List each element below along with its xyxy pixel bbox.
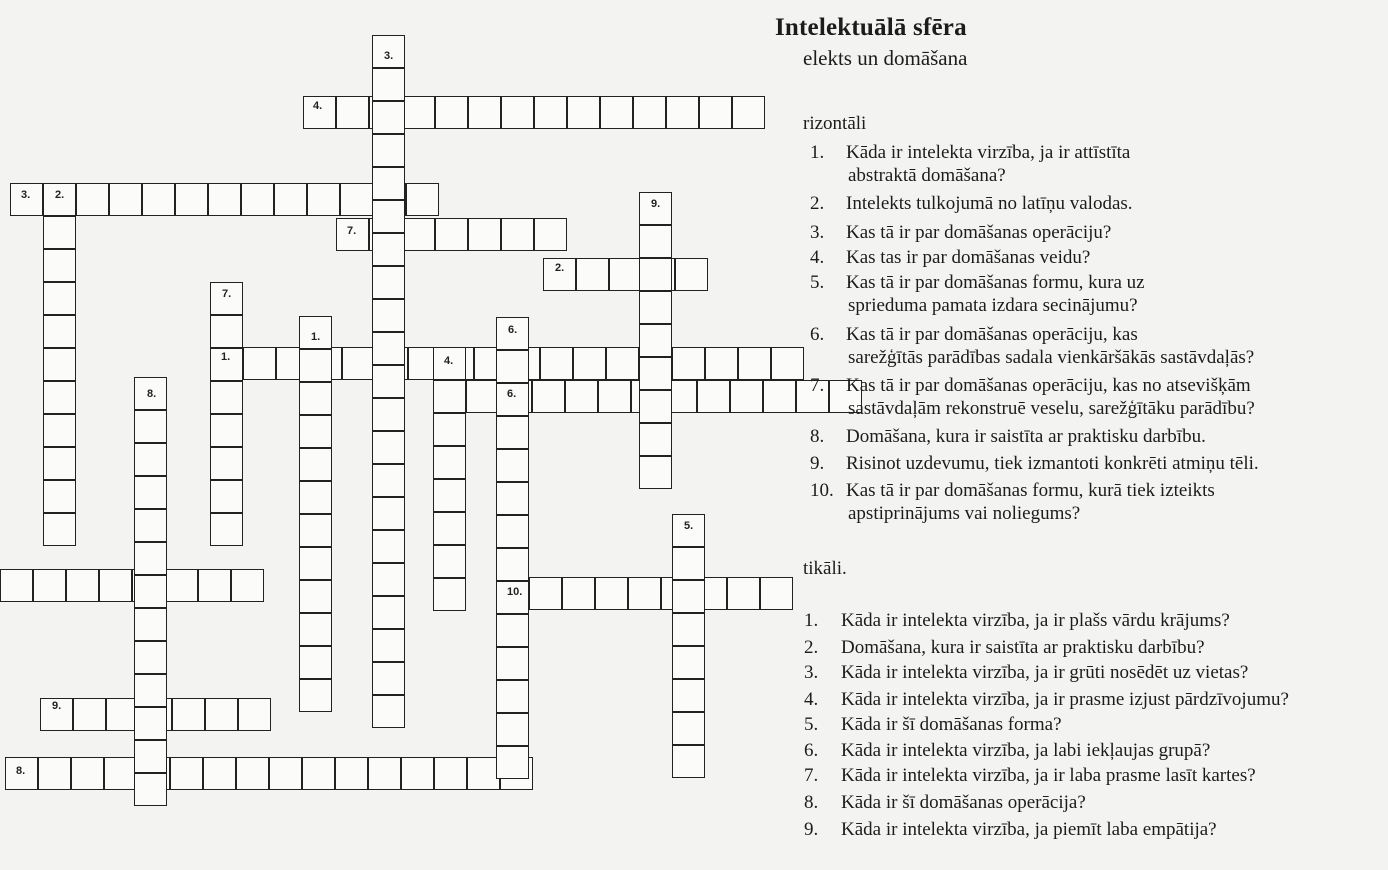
- clue-text: Risinot uzdevumu, tiek izmantoti konkrēti atmiņu tēli.: [846, 453, 1259, 474]
- clue-number: 2.: [810, 193, 825, 214]
- crossword-cell[interactable]: [71, 757, 104, 790]
- clue-number-label: 8.: [16, 765, 26, 777]
- crossword-cell[interactable]: [299, 415, 332, 448]
- clue-text: Domāšana, kura ir saistīta ar praktisku darbību?: [841, 637, 1205, 658]
- clue-text: Kas tā ir par domāšanas formu, kura uz: [846, 272, 1145, 293]
- clue-number: 9.: [810, 453, 825, 474]
- crossword-cell[interactable]: [210, 315, 243, 348]
- crossword-cell[interactable]: [43, 249, 76, 282]
- crossword-cell[interactable]: [672, 347, 705, 380]
- crossword-cell[interactable]: [210, 513, 243, 546]
- clue-number-label: 1.: [221, 351, 231, 363]
- crossword-cell[interactable]: [672, 580, 705, 613]
- clue-number: 7.: [810, 375, 825, 396]
- crossword-cell[interactable]: [639, 225, 672, 258]
- crossword-cell[interactable]: [468, 96, 501, 129]
- crossword-cell[interactable]: [336, 96, 369, 129]
- crossword-cell[interactable]: [372, 365, 405, 398]
- crossword-cell[interactable]: [307, 183, 340, 216]
- crossword-cell[interactable]: [203, 757, 236, 790]
- crossword-cell[interactable]: [134, 641, 167, 674]
- crossword-cell[interactable]: [672, 547, 705, 580]
- crossword-cell[interactable]: [134, 476, 167, 509]
- clue-number-label: 3.: [384, 50, 394, 62]
- crossword-cell[interactable]: [540, 347, 573, 380]
- clue-number-label: 9.: [651, 198, 661, 210]
- clue-text: Kāda ir intelekta virzība, ja piemīt laba empātija?: [841, 819, 1217, 840]
- crossword-cell[interactable]: [534, 218, 567, 251]
- crossword-cell[interactable]: [738, 347, 771, 380]
- crossword-cell[interactable]: [299, 382, 332, 415]
- clue-text: Kāda ir šī domāšanas operācija?: [841, 792, 1086, 813]
- crossword-cell[interactable]: [372, 530, 405, 563]
- crossword-cell[interactable]: [760, 577, 793, 610]
- crossword-cell[interactable]: [134, 443, 167, 476]
- clue-text: Kas tā ir par domāšanas operāciju, kas: [846, 324, 1138, 345]
- crossword-cell[interactable]: [109, 183, 142, 216]
- crossword-cell[interactable]: [672, 679, 705, 712]
- crossword-cell[interactable]: [274, 183, 307, 216]
- crossword-cell[interactable]: [699, 96, 732, 129]
- crossword-cell[interactable]: [134, 542, 167, 575]
- clue-text: Intelekts tulkojumā no latīņu valodas.: [846, 193, 1133, 214]
- clue-text: Kāda ir intelekta virzība, ja ir prasme izjust pārdzīvojumu?: [841, 689, 1289, 710]
- crossword-cell[interactable]: [639, 324, 672, 357]
- crossword-cell[interactable]: [43, 216, 76, 249]
- clue-number: 8.: [810, 426, 825, 447]
- crossword-cell[interactable]: [340, 183, 373, 216]
- crossword-cell[interactable]: [433, 479, 466, 512]
- crossword-cell[interactable]: [368, 757, 401, 790]
- crossword-cell[interactable]: [238, 698, 271, 731]
- clue-number: 5.: [804, 714, 819, 735]
- crossword-cell[interactable]: [299, 349, 332, 382]
- clue-text: abstraktā domāšana?: [848, 165, 1006, 186]
- crossword-cell[interactable]: [562, 577, 595, 610]
- crossword-cell[interactable]: [763, 380, 796, 413]
- clue-number-label: 6.: [507, 388, 517, 400]
- crossword-cell[interactable]: [372, 662, 405, 695]
- crossword-cell[interactable]: [372, 299, 405, 332]
- crossword-cell[interactable]: [639, 456, 672, 489]
- page-subtitle: elekts un domāšana: [803, 46, 968, 70]
- crossword-cell[interactable]: [595, 577, 628, 610]
- crossword-cell[interactable]: [639, 423, 672, 456]
- crossword-cell[interactable]: [433, 446, 466, 479]
- crossword-cell[interactable]: [299, 547, 332, 580]
- crossword-cell[interactable]: [372, 101, 405, 134]
- clue-number-label: 6.: [508, 324, 518, 336]
- crossword-cell[interactable]: [401, 757, 434, 790]
- clue-text: sastāvdaļām rekonstruē veselu, sarežģītāku parādību?: [848, 398, 1255, 419]
- clue-number: 4.: [804, 689, 819, 710]
- crossword-cell[interactable]: [372, 398, 405, 431]
- crossword-cell[interactable]: [402, 96, 435, 129]
- clue-number: 4.: [810, 247, 825, 268]
- crossword-cell[interactable]: [172, 698, 205, 731]
- crossword-cell[interactable]: [134, 740, 167, 773]
- crossword-cell[interactable]: [565, 380, 598, 413]
- crossword-cell[interactable]: [299, 514, 332, 547]
- crossword-cell[interactable]: [433, 545, 466, 578]
- crossword-cell[interactable]: [335, 757, 368, 790]
- crossword-cell[interactable]: [175, 183, 208, 216]
- clue-number: 6.: [810, 324, 825, 345]
- page-title: Intelektuālā sfēra: [775, 14, 967, 41]
- crossword-cell[interactable]: [372, 497, 405, 530]
- clue-number-label: 1.: [311, 331, 321, 343]
- clue-text: Kas tā ir par domāšanas formu, kurā tiek izteikts: [846, 480, 1215, 501]
- clue-text: apstiprinājums vai noliegums?: [848, 503, 1081, 524]
- crossword-cell[interactable]: [496, 746, 529, 779]
- crossword-cell[interactable]: [372, 266, 405, 299]
- crossword-cell[interactable]: [434, 757, 467, 790]
- clue-number: 1.: [804, 610, 819, 631]
- crossword-cell[interactable]: [372, 596, 405, 629]
- crossword-cell[interactable]: [208, 183, 241, 216]
- crossword-cell[interactable]: [672, 646, 705, 679]
- clue-text: Domāšana, kura ir saistīta ar praktisku darbību.: [846, 426, 1206, 447]
- crossword-cell[interactable]: [666, 96, 699, 129]
- crossword-cell[interactable]: [496, 416, 529, 449]
- crossword-cell[interactable]: [342, 347, 375, 380]
- crossword-cell[interactable]: [134, 773, 167, 806]
- clue-text: Kāda ir intelekta virzība, ja ir laba prasme lasīt kartes?: [841, 765, 1256, 786]
- crossword-cell[interactable]: [210, 414, 243, 447]
- crossword-cell[interactable]: [0, 569, 33, 602]
- crossword-cell[interactable]: [433, 512, 466, 545]
- crossword-cell[interactable]: [496, 548, 529, 581]
- crossword-cell[interactable]: [299, 448, 332, 481]
- crossword-cell[interactable]: [501, 218, 534, 251]
- clue-number: 6.: [804, 740, 819, 761]
- crossword-cell[interactable]: [496, 482, 529, 515]
- clue-text: Kas tā ir par domāšanas operāciju, kas no atsevišķām: [846, 375, 1251, 396]
- crossword-cell[interactable]: [496, 449, 529, 482]
- horizontal-heading: rizontāli: [803, 113, 867, 134]
- crossword-cell[interactable]: [771, 347, 804, 380]
- crossword-cell[interactable]: [269, 757, 302, 790]
- crossword-cell[interactable]: [433, 380, 466, 413]
- crossword-cell[interactable]: [299, 679, 332, 712]
- crossword-cell[interactable]: [639, 291, 672, 324]
- clue-text: Kas tas ir par domāšanas veidu?: [846, 247, 1091, 268]
- crossword-cell[interactable]: [573, 347, 606, 380]
- clue-text: Kāda ir šī domāšanas forma?: [841, 714, 1062, 735]
- crossword-cell[interactable]: [134, 509, 167, 542]
- crossword-cell[interactable]: [466, 380, 499, 413]
- crossword-cell[interactable]: [372, 464, 405, 497]
- crossword-cell[interactable]: [210, 480, 243, 513]
- crossword-cell[interactable]: [134, 707, 167, 740]
- crossword-cell[interactable]: [43, 513, 76, 546]
- crossword-cell[interactable]: [205, 698, 238, 731]
- clue-number-label: 2.: [55, 189, 65, 201]
- crossword-cell[interactable]: [372, 431, 405, 464]
- crossword-cell[interactable]: [576, 258, 609, 291]
- crossword-cell[interactable]: [299, 481, 332, 514]
- crossword-cell[interactable]: [496, 350, 529, 383]
- crossword-cell[interactable]: [43, 480, 76, 513]
- crossword-cell[interactable]: [33, 569, 66, 602]
- clue-number: 3.: [804, 662, 819, 683]
- crossword-cell[interactable]: [496, 614, 529, 647]
- crossword-cell[interactable]: [732, 96, 765, 129]
- clue-text: Kāda ir intelekta virzība, ja labi iekļaujas grupā?: [841, 740, 1211, 761]
- crossword-cell[interactable]: [170, 757, 203, 790]
- crossword-cell[interactable]: [241, 183, 274, 216]
- crossword-cell[interactable]: [134, 608, 167, 641]
- crossword-cell[interactable]: [372, 629, 405, 662]
- crossword-cell[interactable]: [672, 745, 705, 778]
- crossword-cell[interactable]: [598, 380, 631, 413]
- crossword-cell[interactable]: [302, 757, 335, 790]
- crossword-cell[interactable]: [198, 569, 231, 602]
- crossword-cell[interactable]: [134, 674, 167, 707]
- crossword-cell[interactable]: [76, 183, 109, 216]
- clue-text: sprieduma pamata izdara secinājumu?: [848, 295, 1138, 316]
- crossword-cell[interactable]: [697, 380, 730, 413]
- crossword-cell[interactable]: [104, 757, 137, 790]
- crossword-cell[interactable]: [299, 613, 332, 646]
- crossword-cell[interactable]: [210, 447, 243, 480]
- clue-number-label: 8.: [147, 388, 157, 400]
- clue-number: 1.: [810, 142, 825, 163]
- clue-number-label: 5.: [684, 520, 694, 532]
- crossword-cell[interactable]: [639, 357, 672, 390]
- crossword-cell[interactable]: [210, 381, 243, 414]
- crossword-cell[interactable]: [142, 183, 175, 216]
- crossword-cell[interactable]: [672, 613, 705, 646]
- crossword-cell[interactable]: [628, 577, 661, 610]
- crossword-cell[interactable]: [433, 578, 466, 611]
- crossword-cell[interactable]: [372, 134, 405, 167]
- clue-number-label: 4.: [313, 100, 323, 112]
- crossword-cell[interactable]: [43, 348, 76, 381]
- clue-number: 8.: [804, 792, 819, 813]
- crossword-cell[interactable]: [231, 569, 264, 602]
- crossword-cell[interactable]: [299, 580, 332, 613]
- clue-text: Kas tā ir par domāšanas operāciju?: [846, 222, 1112, 243]
- clue-number-label: 7.: [347, 225, 357, 237]
- crossword-cell[interactable]: [534, 96, 567, 129]
- clue-number-label: 2.: [555, 262, 565, 274]
- crossword-cell[interactable]: [435, 96, 468, 129]
- crossword-cell[interactable]: [705, 347, 738, 380]
- crossword-cell[interactable]: [501, 96, 534, 129]
- crossword-cell[interactable]: [66, 569, 99, 602]
- crossword-cell[interactable]: [372, 200, 405, 233]
- clue-number: 5.: [810, 272, 825, 293]
- crossword-cell[interactable]: [73, 698, 106, 731]
- crossword-cell[interactable]: [243, 347, 276, 380]
- crossword-cell[interactable]: [43, 282, 76, 315]
- clue-number: 3.: [810, 222, 825, 243]
- crossword-cell[interactable]: [532, 380, 565, 413]
- crossword-cell[interactable]: [372, 563, 405, 596]
- crossword-cell[interactable]: [600, 96, 633, 129]
- crossword-cell[interactable]: [609, 258, 642, 291]
- crossword-cell[interactable]: [236, 757, 269, 790]
- crossword-cell[interactable]: [43, 447, 76, 480]
- clue-text: Kāda ir intelekta virzība, ja ir grūti nosēdēt uz vietas?: [841, 662, 1249, 683]
- clue-text: Kāda ir intelekta virzība, ja ir attīstīta: [846, 142, 1131, 163]
- crossword-cell[interactable]: [165, 569, 198, 602]
- crossword-cell[interactable]: [567, 96, 600, 129]
- crossword-cell[interactable]: [529, 577, 562, 610]
- crossword-cell[interactable]: [43, 381, 76, 414]
- crossword-cell[interactable]: [372, 68, 405, 101]
- crossword-cell[interactable]: [730, 380, 763, 413]
- crossword-cell[interactable]: [639, 390, 672, 423]
- crossword-cell[interactable]: [639, 258, 672, 291]
- clue-number: 7.: [804, 765, 819, 786]
- crossword-cell[interactable]: [43, 315, 76, 348]
- crossword-cell[interactable]: [134, 575, 167, 608]
- clue-number-label: 4.: [444, 355, 454, 367]
- crossword-cell[interactable]: [496, 515, 529, 548]
- clue-number-label: 9.: [52, 700, 62, 712]
- crossword-cell[interactable]: [496, 647, 529, 680]
- clue-number: 9.: [804, 819, 819, 840]
- vertical-heading: tikāli.: [803, 558, 847, 579]
- clue-number-label: 3.: [21, 189, 31, 201]
- crossword-cell[interactable]: [134, 410, 167, 443]
- crossword-cell[interactable]: [43, 414, 76, 447]
- crossword-cell[interactable]: [99, 569, 132, 602]
- crossword-cell[interactable]: [435, 218, 468, 251]
- crossword-cell[interactable]: [372, 695, 405, 728]
- crossword-cell[interactable]: [406, 183, 439, 216]
- clue-number: 10.: [810, 480, 834, 501]
- crossword-cell[interactable]: [38, 757, 71, 790]
- crossword-cell[interactable]: [372, 233, 405, 266]
- clue-number-label: 10.: [507, 586, 523, 598]
- crossword-cell[interactable]: [496, 713, 529, 746]
- crossword-cell[interactable]: [727, 577, 760, 610]
- crossword-cell[interactable]: [372, 167, 405, 200]
- crossword-cell[interactable]: [468, 218, 501, 251]
- crossword-cell[interactable]: [606, 347, 639, 380]
- clue-number-label: 7.: [222, 288, 232, 300]
- crossword-cell[interactable]: [372, 332, 405, 365]
- crossword-cell[interactable]: [633, 96, 666, 129]
- clue-text: Kāda ir intelekta virzība, ja ir plašs vārdu krājums?: [841, 610, 1230, 631]
- crossword-cell[interactable]: [672, 712, 705, 745]
- crossword-cell[interactable]: [402, 218, 435, 251]
- crossword-cell[interactable]: [675, 258, 708, 291]
- crossword-cell[interactable]: [496, 680, 529, 713]
- crossword-cell[interactable]: [299, 646, 332, 679]
- clue-number: 2.: [804, 637, 819, 658]
- clue-text: sarežģītās parādības sadala vienkāršākās sastāvdaļās?: [848, 347, 1255, 368]
- crossword-cell[interactable]: [433, 413, 466, 446]
